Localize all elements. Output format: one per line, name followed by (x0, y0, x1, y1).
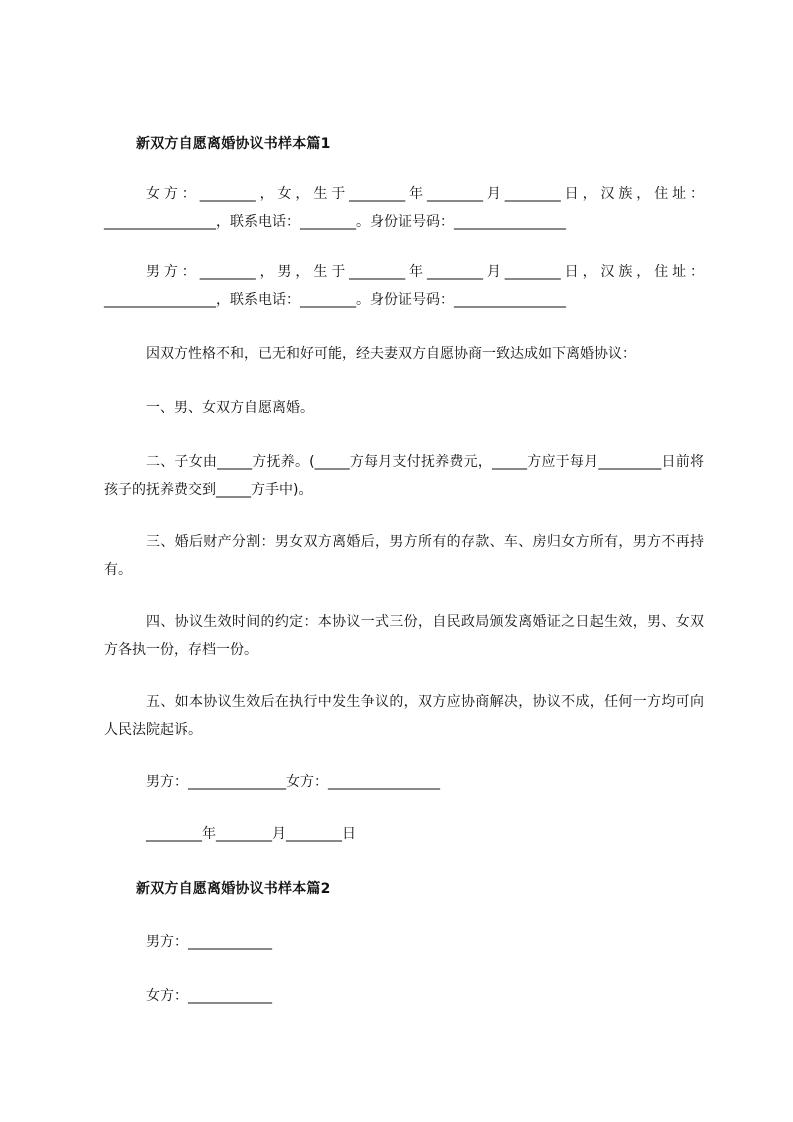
document-heading-1: 新双方自愿离婚协议书样本篇1 (136, 136, 331, 152)
document-heading-2: 新双方自愿离婚协议书样本篇2 (136, 881, 331, 897)
clause-4: 四、协议生效时间的约定：本协议一式三份，自民政局颁发离婚证之日起生效，男、女双方各执一份，存档一份。 (104, 614, 704, 658)
date-line: ________年________月________日 (146, 826, 356, 842)
male-line-2: 男方：____________ (146, 934, 272, 950)
clause-2: 二、子女由_____方抚养。(_____方每月支付抚养费元，_____方应于每月_________日前将孩子的抚养费交到_____方手中)。 (104, 454, 704, 498)
clause-1: 一、男、女双方自愿离婚。 (146, 400, 314, 416)
male-info-paragraph: 男方：________，男，生于________年________月________日，汉族，住址：________________，联系电话：________。身份证号码：________________ (104, 264, 704, 308)
clause-5: 五、如本协议生效后在执行中发生争议的，双方应协商解决，协议不成，任何一方均可向人民法院起诉。 (104, 694, 704, 738)
signature-line: 男方：______________女方：________________ (146, 774, 440, 790)
female-info-paragraph: 女方：________，女，生于________年________月________日，汉族，住址：________________，联系电话：________。身份证号码：________________ (104, 186, 704, 230)
clause-3: 三、婚后财产分割：男女双方离婚后，男方所有的存款、车、房归女方所有，男方不再持有。 (104, 534, 704, 578)
female-line-2: 女方：____________ (146, 988, 272, 1004)
intro-paragraph: 因双方性格不和，已无和好可能，经夫妻双方自愿协商一致达成如下离婚协议： (146, 346, 636, 362)
